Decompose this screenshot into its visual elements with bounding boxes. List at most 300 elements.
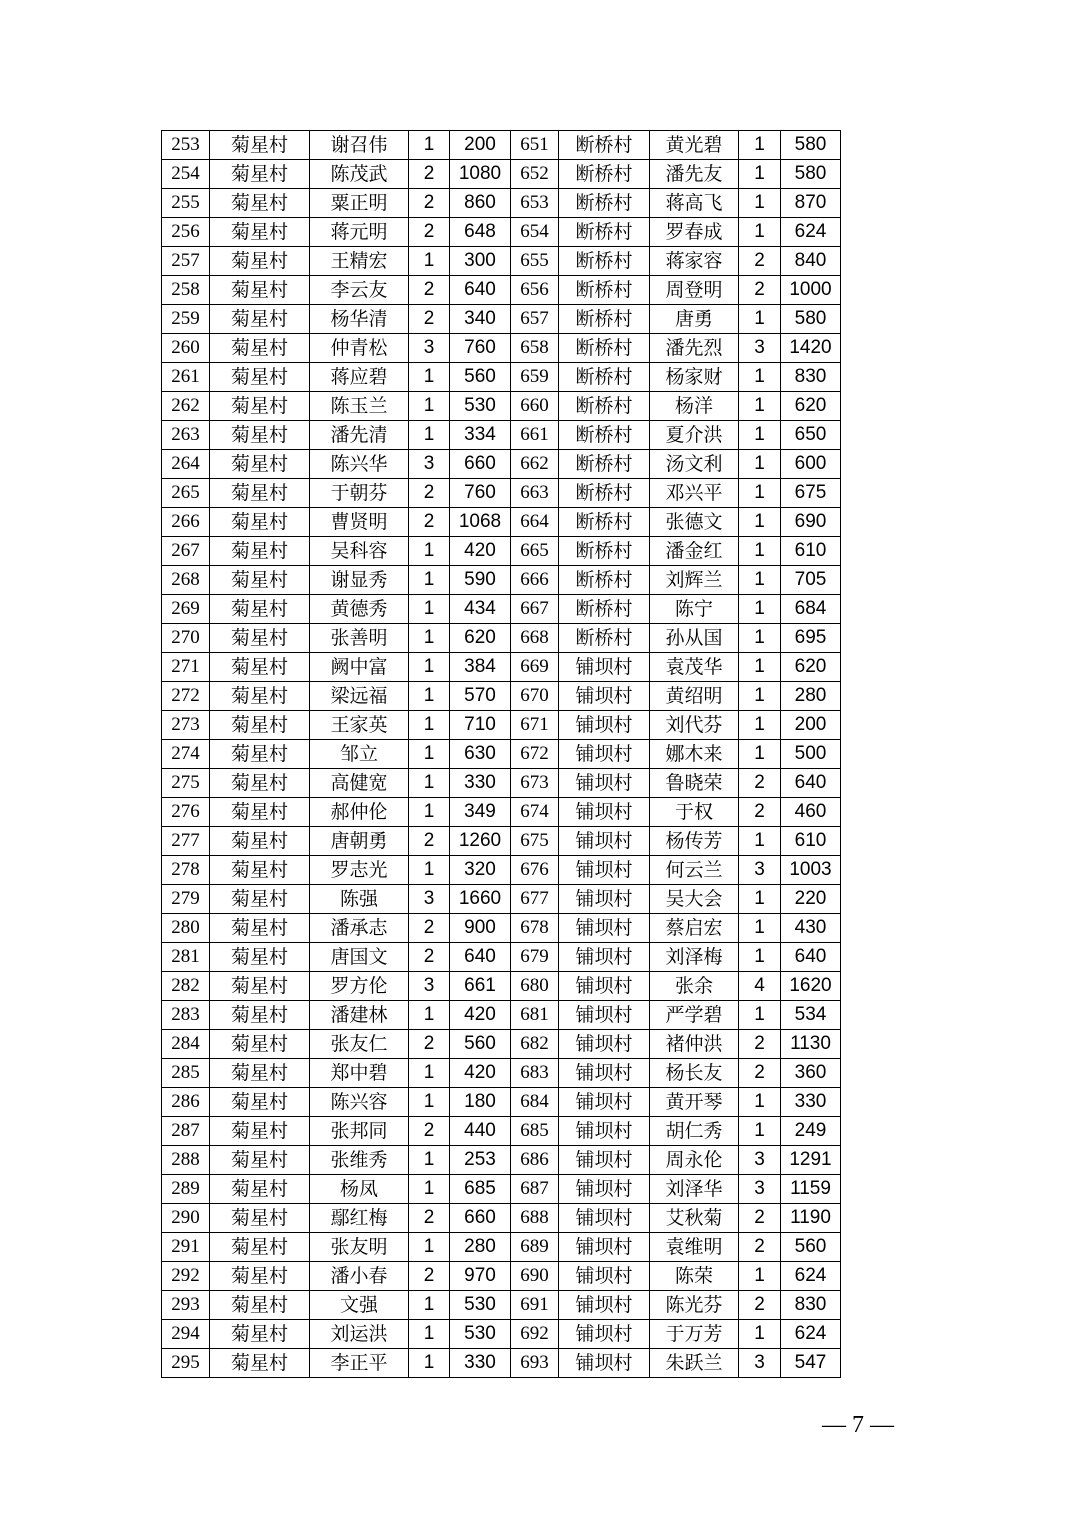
amount-cell: 660 — [450, 1204, 511, 1233]
amount-cell: 580 — [781, 160, 841, 189]
table-row — [162, 276, 841, 305]
entry-number-cell: 693 — [511, 1349, 559, 1378]
person-name-cell: 陈兴华 — [310, 450, 409, 479]
person-name-cell: 罗春成 — [650, 218, 739, 247]
person-name-cell: 郑中碧 — [310, 1059, 409, 1088]
amount-cell: 420 — [450, 1001, 511, 1030]
household-count-cell: 2 — [409, 1030, 450, 1059]
person-name-cell: 刘代芬 — [650, 711, 739, 740]
household-count-cell: 2 — [409, 305, 450, 334]
entry-number-cell: 668 — [511, 624, 559, 653]
village-name-cell: 铺坝村 — [559, 972, 650, 1001]
village-name-cell: 铺坝村 — [559, 711, 650, 740]
village-name-cell: 菊星村 — [210, 189, 310, 218]
village-name-cell: 菊星村 — [210, 566, 310, 595]
entry-number-cell: 286 — [162, 1088, 210, 1117]
person-name-cell: 谢显秀 — [310, 566, 409, 595]
amount-cell: 560 — [450, 363, 511, 392]
amount-cell: 200 — [781, 711, 841, 740]
entry-number-cell: 675 — [511, 827, 559, 856]
person-name-cell: 黄光碧 — [650, 131, 739, 160]
household-count-cell: 1 — [739, 914, 781, 943]
amount-cell: 695 — [781, 624, 841, 653]
amount-cell: 970 — [450, 1262, 511, 1291]
entry-number-cell: 263 — [162, 421, 210, 450]
entry-number-cell: 272 — [162, 682, 210, 711]
entry-number-cell: 666 — [511, 566, 559, 595]
person-name-cell: 陈兴容 — [310, 1088, 409, 1117]
amount-cell: 1660 — [450, 885, 511, 914]
household-count-cell: 1 — [739, 653, 781, 682]
household-count-cell: 1 — [739, 1117, 781, 1146]
person-name-cell: 仲青松 — [310, 334, 409, 363]
village-name-cell: 铺坝村 — [559, 1030, 650, 1059]
amount-cell: 1000 — [781, 276, 841, 305]
amount-cell: 1260 — [450, 827, 511, 856]
household-count-cell: 1 — [739, 943, 781, 972]
village-name-cell: 断桥村 — [559, 479, 650, 508]
village-name-cell: 断桥村 — [559, 450, 650, 479]
household-count-cell: 3 — [409, 885, 450, 914]
amount-cell: 675 — [781, 479, 841, 508]
household-count-cell: 1 — [409, 624, 450, 653]
household-count-cell: 1 — [739, 595, 781, 624]
village-name-cell: 菊星村 — [210, 1291, 310, 1320]
entry-number-cell: 277 — [162, 827, 210, 856]
household-count-cell: 2 — [739, 1030, 781, 1059]
entry-number-cell: 688 — [511, 1204, 559, 1233]
person-name-cell: 蒋应碧 — [310, 363, 409, 392]
amount-cell: 830 — [781, 363, 841, 392]
household-count-cell: 1 — [409, 1291, 450, 1320]
household-count-cell: 2 — [409, 189, 450, 218]
household-count-cell: 2 — [739, 1233, 781, 1262]
amount-cell: 200 — [450, 131, 511, 160]
amount-cell: 330 — [450, 769, 511, 798]
amount-cell: 280 — [450, 1233, 511, 1262]
person-name-cell: 王家英 — [310, 711, 409, 740]
amount-cell: 1291 — [781, 1146, 841, 1175]
village-name-cell: 铺坝村 — [559, 682, 650, 711]
entry-number-cell: 254 — [162, 160, 210, 189]
household-count-cell: 2 — [409, 943, 450, 972]
village-name-cell: 铺坝村 — [559, 653, 650, 682]
household-count-cell: 1 — [739, 1088, 781, 1117]
household-count-cell: 1 — [739, 508, 781, 537]
household-count-cell: 2 — [739, 247, 781, 276]
person-name-cell: 蔡启宏 — [650, 914, 739, 943]
entry-number-cell: 691 — [511, 1291, 559, 1320]
household-count-cell: 1 — [409, 421, 450, 450]
household-count-cell: 1 — [739, 682, 781, 711]
household-count-cell: 1 — [739, 189, 781, 218]
household-count-cell: 1 — [409, 247, 450, 276]
amount-cell: 870 — [781, 189, 841, 218]
table-row — [162, 740, 841, 769]
amount-cell: 610 — [781, 537, 841, 566]
amount-cell: 640 — [781, 943, 841, 972]
village-name-cell: 铺坝村 — [559, 827, 650, 856]
table-row — [162, 1233, 841, 1262]
household-count-cell: 2 — [409, 1204, 450, 1233]
person-name-cell: 袁维明 — [650, 1233, 739, 1262]
amount-cell: 640 — [450, 943, 511, 972]
entry-number-cell: 281 — [162, 943, 210, 972]
entry-number-cell: 289 — [162, 1175, 210, 1204]
household-count-cell: 1 — [739, 421, 781, 450]
person-name-cell: 孙从国 — [650, 624, 739, 653]
household-count-cell: 1 — [409, 1320, 450, 1349]
amount-cell: 650 — [781, 421, 841, 450]
amount-cell: 1420 — [781, 334, 841, 363]
person-name-cell: 杨凤 — [310, 1175, 409, 1204]
amount-cell: 330 — [781, 1088, 841, 1117]
person-name-cell: 刘泽梅 — [650, 943, 739, 972]
person-name-cell: 张邦同 — [310, 1117, 409, 1146]
person-name-cell: 高健宽 — [310, 769, 409, 798]
household-count-cell: 1 — [409, 682, 450, 711]
household-count-cell: 1 — [409, 392, 450, 421]
village-name-cell: 铺坝村 — [559, 798, 650, 827]
entry-number-cell: 282 — [162, 972, 210, 1001]
person-name-cell: 杨家财 — [650, 363, 739, 392]
amount-cell: 624 — [781, 218, 841, 247]
amount-cell: 620 — [781, 392, 841, 421]
entry-number-cell: 264 — [162, 450, 210, 479]
table-row — [162, 914, 841, 943]
amount-cell: 384 — [450, 653, 511, 682]
amount-cell: 660 — [450, 450, 511, 479]
household-count-cell: 3 — [409, 450, 450, 479]
table-row — [162, 943, 841, 972]
household-count-cell: 1 — [409, 1175, 450, 1204]
village-name-cell: 菊星村 — [210, 653, 310, 682]
household-count-cell: 1 — [409, 653, 450, 682]
village-name-cell: 铺坝村 — [559, 1001, 650, 1030]
amount-cell: 440 — [450, 1117, 511, 1146]
table-row — [162, 972, 841, 1001]
person-name-cell: 胡仁秀 — [650, 1117, 739, 1146]
entry-number-cell: 690 — [511, 1262, 559, 1291]
entry-number-cell: 653 — [511, 189, 559, 218]
entry-number-cell: 661 — [511, 421, 559, 450]
village-name-cell: 断桥村 — [559, 595, 650, 624]
household-count-cell: 1 — [739, 711, 781, 740]
household-count-cell: 3 — [739, 856, 781, 885]
person-name-cell: 潘承志 — [310, 914, 409, 943]
household-count-cell: 2 — [739, 1291, 781, 1320]
household-count-cell: 1 — [409, 740, 450, 769]
amount-cell: 220 — [781, 885, 841, 914]
village-name-cell: 菊星村 — [210, 160, 310, 189]
entry-number-cell: 291 — [162, 1233, 210, 1262]
village-name-cell: 菊星村 — [210, 827, 310, 856]
person-name-cell: 曹贤明 — [310, 508, 409, 537]
person-name-cell: 严学碧 — [650, 1001, 739, 1030]
person-name-cell: 陈宁 — [650, 595, 739, 624]
entry-number-cell: 284 — [162, 1030, 210, 1059]
entry-number-cell: 279 — [162, 885, 210, 914]
entry-number-cell: 256 — [162, 218, 210, 247]
village-name-cell: 铺坝村 — [559, 856, 650, 885]
amount-cell: 590 — [450, 566, 511, 595]
village-name-cell: 菊星村 — [210, 334, 310, 363]
village-name-cell: 铺坝村 — [559, 1059, 650, 1088]
amount-cell: 685 — [450, 1175, 511, 1204]
amount-cell: 860 — [450, 189, 511, 218]
amount-cell: 349 — [450, 798, 511, 827]
entry-number-cell: 667 — [511, 595, 559, 624]
village-name-cell: 菊星村 — [210, 131, 310, 160]
table-row — [162, 305, 841, 334]
person-name-cell: 罗志光 — [310, 856, 409, 885]
table-row — [162, 595, 841, 624]
table-row — [162, 653, 841, 682]
entry-number-cell: 294 — [162, 1320, 210, 1349]
entry-number-cell: 258 — [162, 276, 210, 305]
table-row — [162, 1175, 841, 1204]
household-count-cell: 2 — [739, 1204, 781, 1233]
entry-number-cell: 651 — [511, 131, 559, 160]
amount-cell: 690 — [781, 508, 841, 537]
table-row — [162, 334, 841, 363]
amount-cell: 580 — [781, 131, 841, 160]
amount-cell: 600 — [781, 450, 841, 479]
village-name-cell: 菊星村 — [210, 421, 310, 450]
household-count-cell: 2 — [409, 1117, 450, 1146]
table-row — [162, 1291, 841, 1320]
amount-cell: 640 — [781, 769, 841, 798]
village-name-cell: 铺坝村 — [559, 1320, 650, 1349]
person-name-cell: 唐朝勇 — [310, 827, 409, 856]
household-count-cell: 1 — [739, 1320, 781, 1349]
table-row — [162, 450, 841, 479]
entry-number-cell: 670 — [511, 682, 559, 711]
person-name-cell: 谢召伟 — [310, 131, 409, 160]
household-count-cell: 3 — [739, 1146, 781, 1175]
amount-cell: 1003 — [781, 856, 841, 885]
person-name-cell: 邹立 — [310, 740, 409, 769]
village-name-cell: 菊星村 — [210, 624, 310, 653]
entry-number-cell: 287 — [162, 1117, 210, 1146]
village-name-cell: 断桥村 — [559, 537, 650, 566]
entry-number-cell: 656 — [511, 276, 559, 305]
household-count-cell: 1 — [409, 798, 450, 827]
village-name-cell: 断桥村 — [559, 392, 650, 421]
entry-number-cell: 283 — [162, 1001, 210, 1030]
amount-cell: 620 — [781, 653, 841, 682]
entry-number-cell: 259 — [162, 305, 210, 334]
amount-cell: 684 — [781, 595, 841, 624]
amount-cell: 1130 — [781, 1030, 841, 1059]
village-name-cell: 铺坝村 — [559, 1146, 650, 1175]
person-name-cell: 张善明 — [310, 624, 409, 653]
amount-cell: 760 — [450, 334, 511, 363]
entry-number-cell: 692 — [511, 1320, 559, 1349]
household-count-cell: 2 — [739, 1059, 781, 1088]
table-row — [162, 1001, 841, 1030]
person-name-cell: 潘建林 — [310, 1001, 409, 1030]
amount-cell: 420 — [450, 537, 511, 566]
person-name-cell: 陈茂武 — [310, 160, 409, 189]
entry-number-cell: 268 — [162, 566, 210, 595]
entry-number-cell: 253 — [162, 131, 210, 160]
table-row — [162, 885, 841, 914]
entry-number-cell: 671 — [511, 711, 559, 740]
table-row — [162, 856, 841, 885]
amount-cell: 249 — [781, 1117, 841, 1146]
amount-cell: 610 — [781, 827, 841, 856]
person-name-cell: 梁远福 — [310, 682, 409, 711]
person-name-cell: 杨华清 — [310, 305, 409, 334]
household-count-cell: 1 — [409, 1001, 450, 1030]
village-name-cell: 断桥村 — [559, 131, 650, 160]
village-name-cell: 菊星村 — [210, 885, 310, 914]
person-name-cell: 何云兰 — [650, 856, 739, 885]
table-row — [162, 1030, 841, 1059]
entry-number-cell: 664 — [511, 508, 559, 537]
person-name-cell: 唐勇 — [650, 305, 739, 334]
table-row — [162, 1146, 841, 1175]
person-name-cell: 潘小春 — [310, 1262, 409, 1291]
village-name-cell: 菊星村 — [210, 479, 310, 508]
village-name-cell: 断桥村 — [559, 508, 650, 537]
entry-number-cell: 673 — [511, 769, 559, 798]
entry-number-cell: 295 — [162, 1349, 210, 1378]
village-name-cell: 菊星村 — [210, 1001, 310, 1030]
person-name-cell: 陈光芬 — [650, 1291, 739, 1320]
person-name-cell: 陈荣 — [650, 1262, 739, 1291]
person-name-cell: 于朝芬 — [310, 479, 409, 508]
table-row — [162, 1349, 841, 1378]
village-name-cell: 铺坝村 — [559, 943, 650, 972]
amount-cell: 430 — [781, 914, 841, 943]
amount-cell: 900 — [450, 914, 511, 943]
entry-number-cell: 669 — [511, 653, 559, 682]
amount-cell: 560 — [781, 1233, 841, 1262]
village-name-cell: 铺坝村 — [559, 1233, 650, 1262]
entry-number-cell: 672 — [511, 740, 559, 769]
amount-cell: 560 — [450, 1030, 511, 1059]
village-name-cell: 菊星村 — [210, 450, 310, 479]
entry-number-cell: 265 — [162, 479, 210, 508]
amount-cell: 280 — [781, 682, 841, 711]
entry-number-cell: 276 — [162, 798, 210, 827]
person-name-cell: 蒋家容 — [650, 247, 739, 276]
village-name-cell: 菊星村 — [210, 363, 310, 392]
entry-number-cell: 271 — [162, 653, 210, 682]
entry-number-cell: 655 — [511, 247, 559, 276]
amount-cell: 180 — [450, 1088, 511, 1117]
village-name-cell: 菊星村 — [210, 1088, 310, 1117]
amount-cell: 661 — [450, 972, 511, 1001]
household-count-cell: 1 — [409, 1233, 450, 1262]
entry-number-cell: 684 — [511, 1088, 559, 1117]
entry-number-cell: 674 — [511, 798, 559, 827]
amount-cell: 830 — [781, 1291, 841, 1320]
village-name-cell: 菊星村 — [210, 1262, 310, 1291]
village-name-cell: 菊星村 — [210, 798, 310, 827]
person-name-cell: 郝仲伦 — [310, 798, 409, 827]
amount-cell: 530 — [450, 392, 511, 421]
table-row — [162, 247, 841, 276]
person-name-cell: 潘金红 — [650, 537, 739, 566]
person-name-cell: 朱跃兰 — [650, 1349, 739, 1378]
person-name-cell: 罗方伦 — [310, 972, 409, 1001]
person-name-cell: 潘先清 — [310, 421, 409, 450]
entry-number-cell: 290 — [162, 1204, 210, 1233]
village-name-cell: 铺坝村 — [559, 740, 650, 769]
household-count-cell: 1 — [739, 1262, 781, 1291]
household-count-cell: 1 — [409, 856, 450, 885]
amount-cell: 534 — [781, 1001, 841, 1030]
entry-number-cell: 665 — [511, 537, 559, 566]
table-row — [162, 421, 841, 450]
amount-cell: 570 — [450, 682, 511, 711]
entry-number-cell: 687 — [511, 1175, 559, 1204]
person-name-cell: 潘先友 — [650, 160, 739, 189]
table-row — [162, 537, 841, 566]
person-name-cell: 陈玉兰 — [310, 392, 409, 421]
household-count-cell: 3 — [409, 334, 450, 363]
household-count-cell: 1 — [739, 827, 781, 856]
amount-cell: 340 — [450, 305, 511, 334]
entry-number-cell: 686 — [511, 1146, 559, 1175]
person-name-cell: 蒋高飞 — [650, 189, 739, 218]
entry-number-cell: 680 — [511, 972, 559, 1001]
table-row — [162, 363, 841, 392]
table-row — [162, 711, 841, 740]
household-count-cell: 2 — [409, 827, 450, 856]
table-row — [162, 1088, 841, 1117]
entry-number-cell: 255 — [162, 189, 210, 218]
roster-table — [161, 130, 841, 1378]
person-name-cell: 刘辉兰 — [650, 566, 739, 595]
entry-number-cell: 274 — [162, 740, 210, 769]
village-name-cell: 断桥村 — [559, 421, 650, 450]
village-name-cell: 铺坝村 — [559, 1349, 650, 1378]
person-name-cell: 张友明 — [310, 1233, 409, 1262]
entry-number-cell: 270 — [162, 624, 210, 653]
entry-number-cell: 663 — [511, 479, 559, 508]
entry-number-cell: 657 — [511, 305, 559, 334]
person-name-cell: 陈强 — [310, 885, 409, 914]
village-name-cell: 菊星村 — [210, 1175, 310, 1204]
person-name-cell: 汤文利 — [650, 450, 739, 479]
village-name-cell: 菊星村 — [210, 1117, 310, 1146]
household-count-cell: 4 — [739, 972, 781, 1001]
entry-number-cell: 280 — [162, 914, 210, 943]
table-row — [162, 479, 841, 508]
household-count-cell: 1 — [739, 740, 781, 769]
entry-number-cell: 678 — [511, 914, 559, 943]
roster-body — [162, 131, 841, 1378]
village-name-cell: 菊星村 — [210, 1059, 310, 1088]
person-name-cell: 蒋元明 — [310, 218, 409, 247]
person-name-cell: 夏介洪 — [650, 421, 739, 450]
village-name-cell: 铺坝村 — [559, 1291, 650, 1320]
entry-number-cell: 658 — [511, 334, 559, 363]
household-count-cell: 2 — [739, 769, 781, 798]
entry-number-cell: 278 — [162, 856, 210, 885]
household-count-cell: 2 — [409, 508, 450, 537]
person-name-cell: 袁茂华 — [650, 653, 739, 682]
village-name-cell: 断桥村 — [559, 276, 650, 305]
village-name-cell: 菊星村 — [210, 537, 310, 566]
amount-cell: 253 — [450, 1146, 511, 1175]
village-name-cell: 菊星村 — [210, 769, 310, 798]
household-count-cell: 1 — [739, 305, 781, 334]
